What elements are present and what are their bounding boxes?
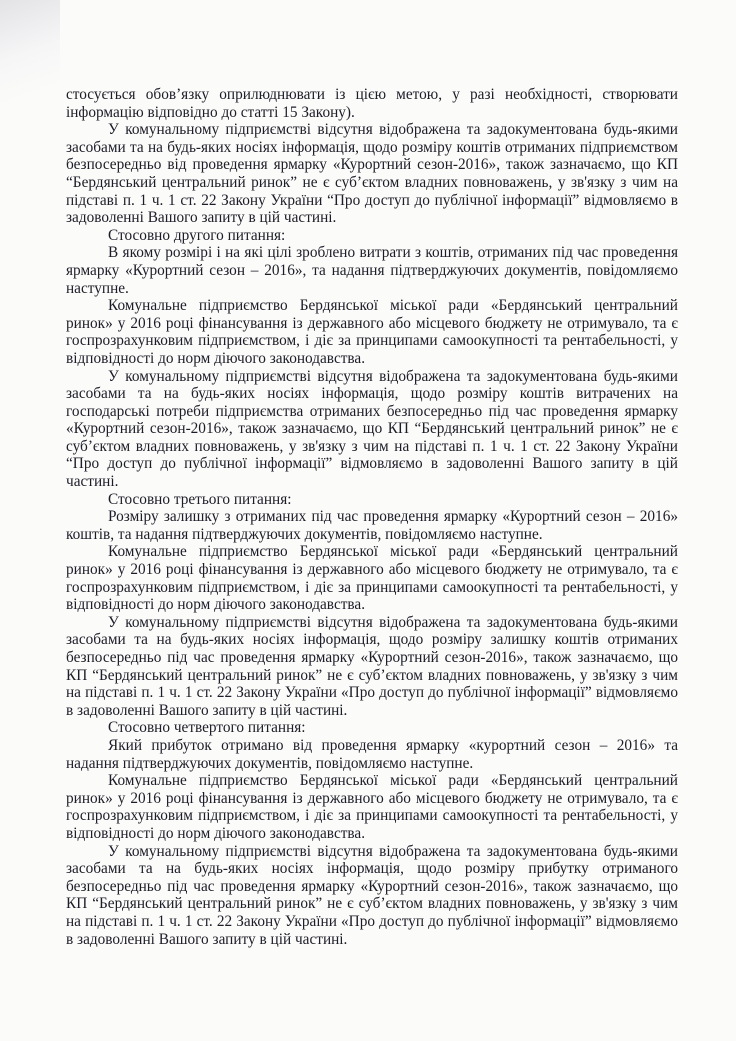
paragraph-second-question: В якому розмірі і на які цілі зроблено витрати з коштів, отриманих під час проведення ярмарку «Курортний сезон – 2016», та надання підтверджуючих документів, повідомляємо наступне.	[66, 244, 678, 297]
paragraph-continuation: стосується обов’язку оприлюднювати із цією метою, у разі необхідності, створювати інформацію відповідно до статті 15 Закону).	[66, 86, 678, 121]
paragraph-third-question: Розміру залишку з отриманих під час проведення ярмарку «Курортний сезон – 2016» коштів, та надання підтверджуючих документів, повідомляємо наступне.	[66, 508, 678, 543]
paragraph-fourth-question: Який прибуток отримано від проведення ярмарку «курортний сезон – 2016» та надання підтверджуючих документів, повідомляємо наступне.	[66, 736, 678, 772]
heading-fourth-question: Стосовно четвертого питання:	[108, 719, 306, 737]
paragraph-first-answer: У комунальному підприємстві відсутня відображена та задокументована будь-якими засобами та на будь-яких носіях інформація, щодо розміру коштів отриманих підприємством безпосередньо від проведення ярмарку «Курортний сезон-2016», також зазначаємо, що КП “Бердянський центральний ринок” не є суб’єктом владних повноважень, у зв'язку з чим на підставі п. 1 ч. 1 ст. 22 Закону України “Про доступ до публічної інформації” відмовляємо в задоволенні Вашого запиту в цій частині.	[66, 121, 678, 227]
paragraph-fourth-answer: У комунальному підприємстві відсутня відображена та задокументована будь-якими засобами та на будь-яких носіях інформація, щодо розміру прибутку отриманого безпосередньо під час проведення ярмарку «Курортний сезон-2016», також зазначаємо, що КП “Бердянський центральний ринок” не є суб’єктом владних повноважень, у зв'язку з чим на підставі п. 1 ч. 1 ст. 22 Закону України «Про доступ до публічної інформації” відмовляємо в задоволенні Вашого запиту в цій частині.	[66, 842, 678, 948]
heading-second-question: Стосовно другого питання:	[108, 226, 286, 244]
document-body	[66, 86, 678, 948]
paragraph-second-answer: У комунальному підприємстві відсутня відображена та задокументована будь-якими засобами та на будь-яких носіях інформація, щодо розміру коштів витрачених на господарські потреби підприємства отриманих безпосередньо під час проведення ярмарку «Курортний сезон-2016», також зазначаємо, що КП “Бердянський центральний ринок” не є суб’єктом владних повноважень, у зв'язку з чим на підставі п. 1 ч. 1 ст. 22 Закону України “Про доступ до публічної інформації” відмовляємо в задоволенні Вашого запиту в цій частині.	[66, 367, 678, 491]
scan-corner-shadow	[0, 0, 60, 120]
paragraph-third-answer: У комунальному підприємстві відсутня відображена та задокументована будь-якими засобами та на будь-яких носіях інформація, щодо розміру залишку коштів отриманих безпосередньо під час проведення ярмарку «Курортний сезон-2016», також зазначаємо, що КП “Бердянський центральний ринок” не є суб’єктом владних повноважень, у зв'язку з чим на підставі п. 1 ч. 1 ст. 22 Закону України «Про доступ до публічної інформації” відмовляємо в задоволенні Вашого запиту в цій частині.	[66, 613, 678, 719]
paragraph-enterprise-funding-2: Комунальне підприємство Бердянської міської ради «Бердянський центральний ринок» у 2016 році фінансування із державного або місцевого бюджету не отримувало, та є госпрозрахунковим підприємством, і діє за принципами самоокупності та рентабельності, у відповідності до норм діючого законодавства.	[66, 297, 678, 367]
paragraph-enterprise-funding-4: Комунальне підприємство Бердянської міської ради «Бердянський центральний ринок» у 2016 році фінансування із державного або місцевого бюджету не отримувало, та є госпрозрахунковим підприємством, і діє за принципами самоокупності та рентабельності, у відповідності до норм діючого законодавства.	[66, 772, 678, 842]
heading-third-question: Стосовно третього питання:	[108, 490, 292, 508]
paragraph-enterprise-funding-3: Комунальне підприємство Бердянської міської ради «Бердянський центральний ринок» у 2016 році фінансування із державного або місцевого бюджету не отримувало, та є госпрозрахунковим підприємством, і діє за принципами самоокупності та рентабельності, у відповідності до норм діючого законодавства.	[66, 543, 678, 614]
